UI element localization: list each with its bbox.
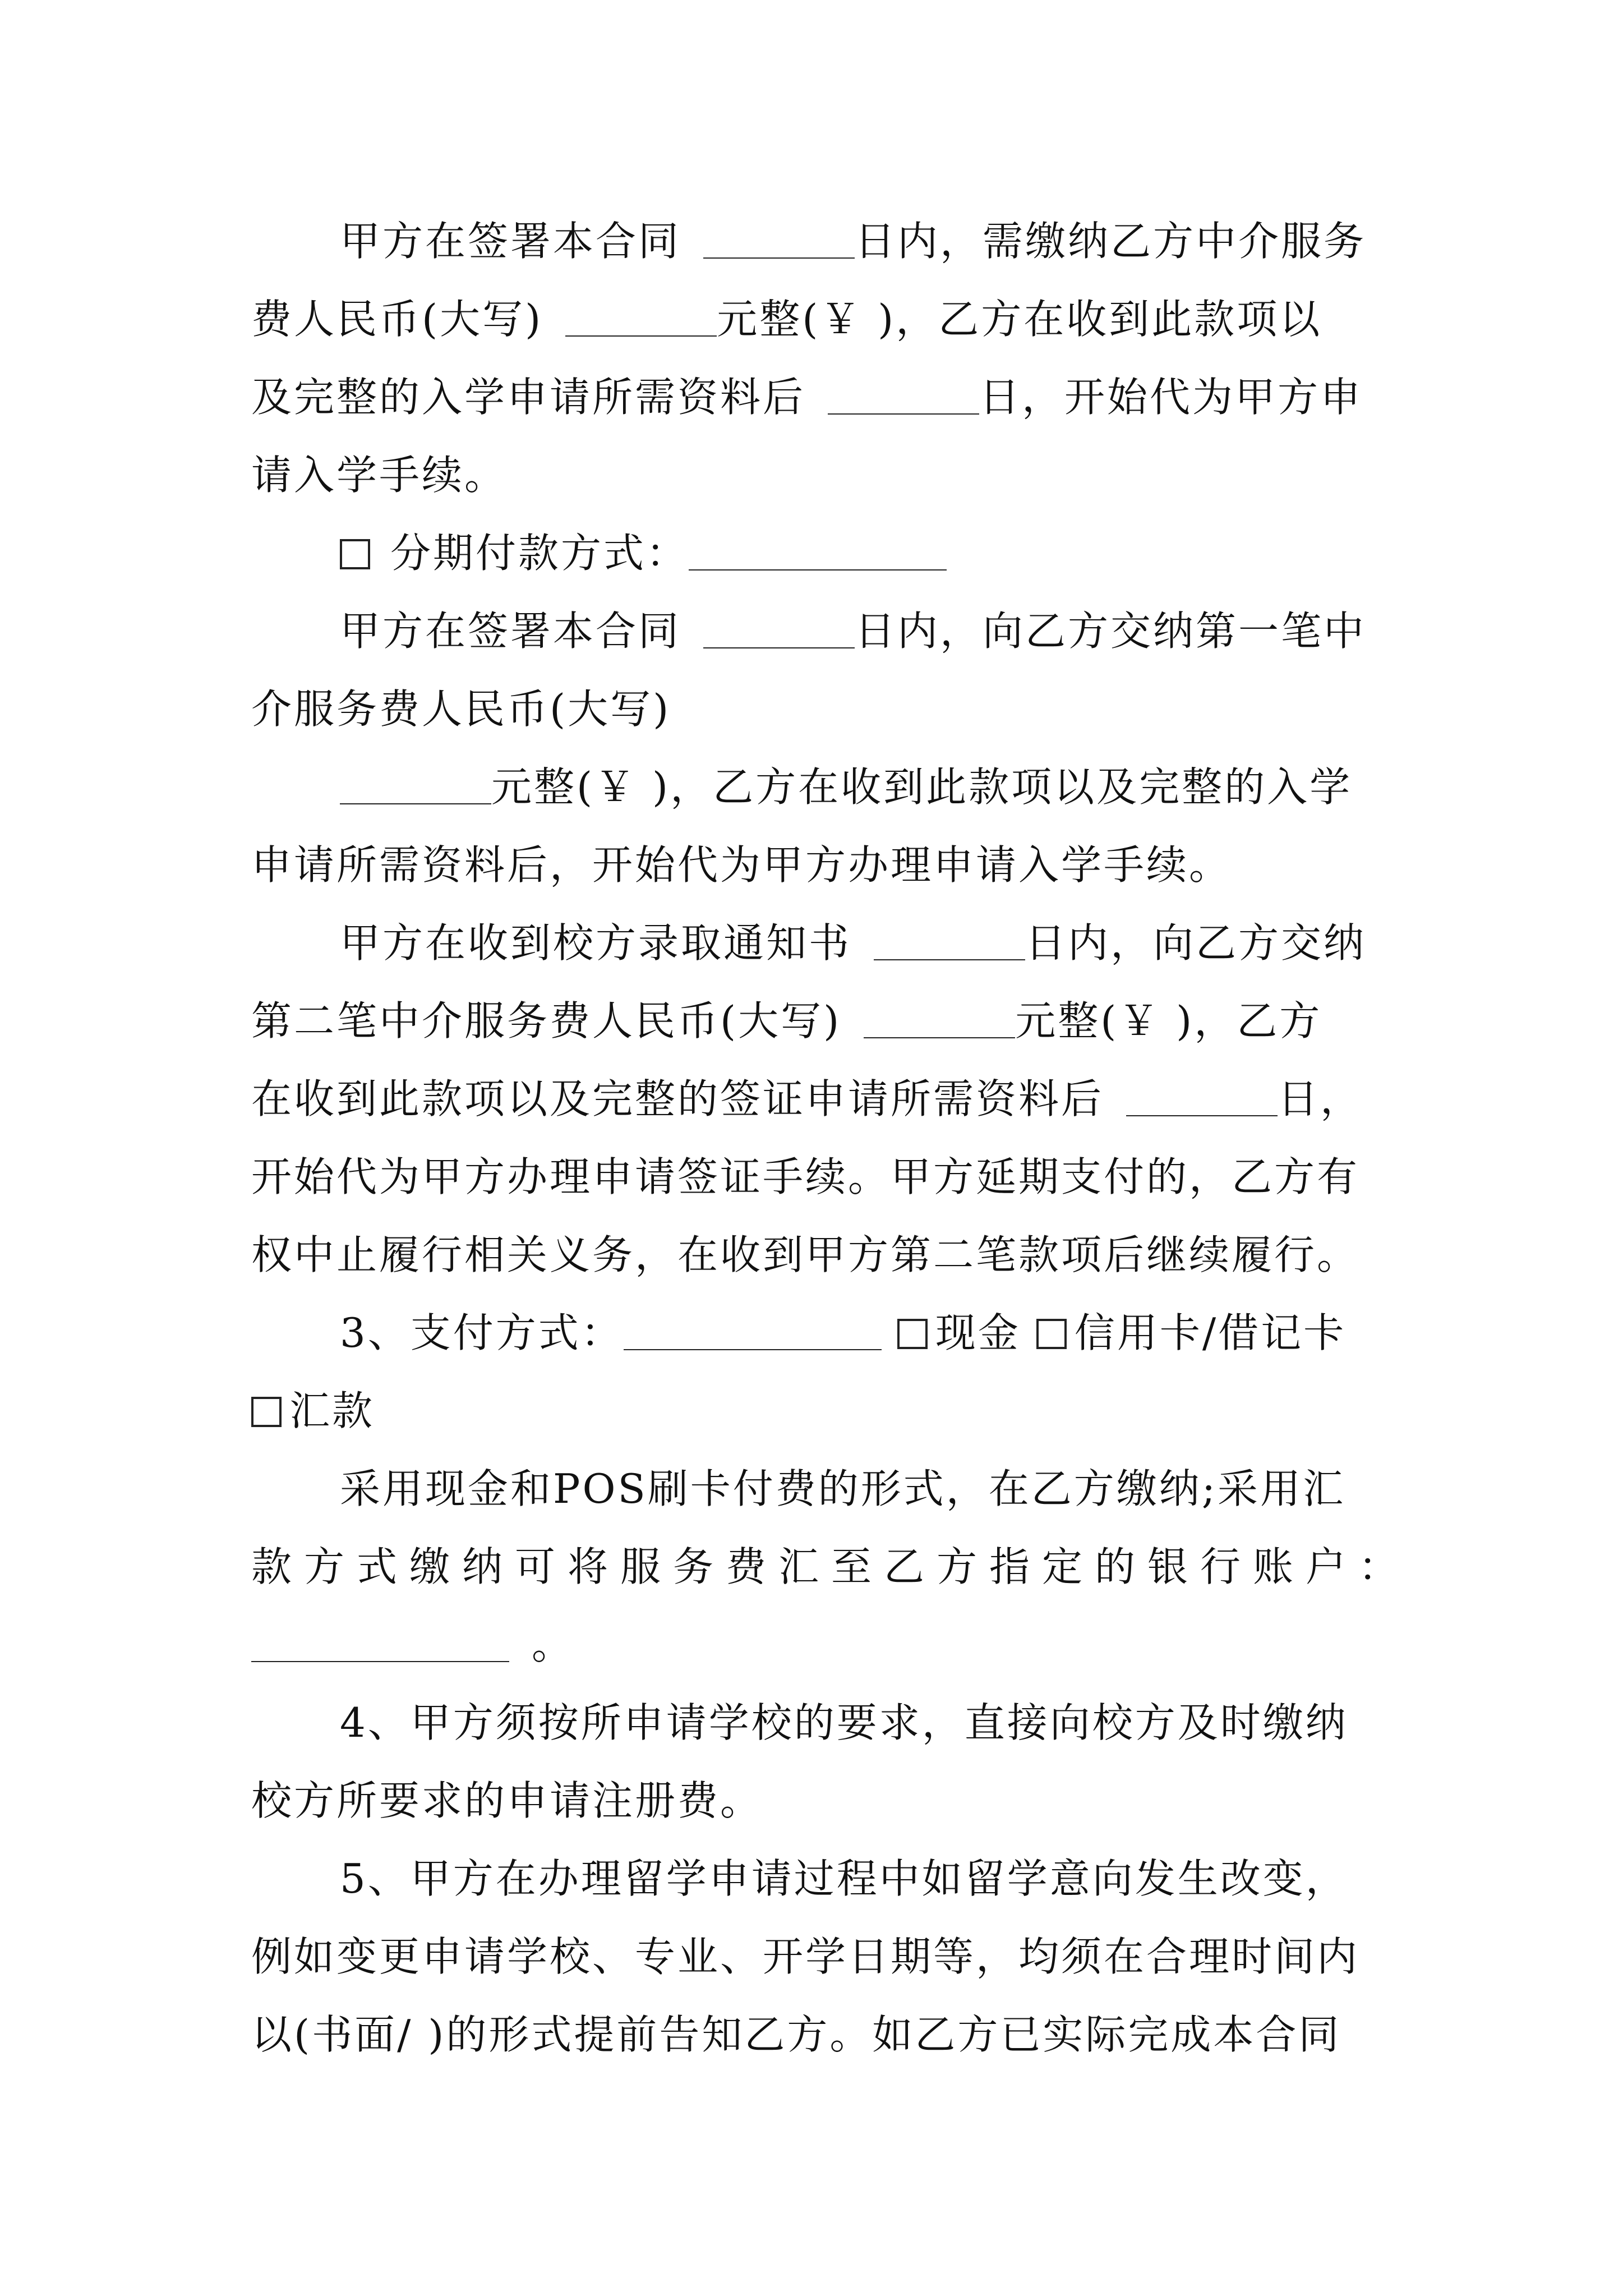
- p6-line-2: [251, 1929, 1401, 1985]
- p6-line-3: [251, 2007, 1401, 2063]
- text: 例如变更申请学校、专业、开学日期等，均须在合理时间内: [251, 1933, 1360, 1980]
- text: 3、支付方式：: [340, 1309, 624, 1356]
- text: 元整(￥ )，乙方在收到此款项以: [717, 296, 1322, 343]
- p5-line-2: [251, 1773, 1401, 1829]
- text: 元整(￥ )，乙方在收到此款项以及完整的入学: [491, 763, 1353, 811]
- p4-line-1: [340, 1461, 1401, 1517]
- p1-line-1: [340, 213, 1401, 269]
- text: 及完整的入学申请所需资料后: [251, 374, 806, 421]
- text: 开始代为甲方办理申请签证手续。甲方延期支付的，乙方有: [251, 1153, 1360, 1200]
- text: 5、甲方在办理留学申请过程中如留学意向发生改变，: [340, 1855, 1348, 1902]
- p6-line-1: [340, 1851, 1401, 1907]
- p1-line-3: [251, 369, 1401, 425]
- p1-line-2: [251, 291, 1401, 347]
- text: 介服务费人民币(大写): [251, 685, 671, 733]
- cash-label: 现金: [935, 1309, 1021, 1356]
- text: 申请所需资料后，开始代为甲方办理申请入学手续。: [251, 841, 1232, 889]
- text: 分期付款方式：: [390, 530, 689, 577]
- text: 校方所要求的申请注册费。: [251, 1777, 763, 1824]
- p2-line-2: [251, 681, 1401, 737]
- p2-line-1: [340, 603, 1401, 659]
- blank-field[interactable]: [340, 770, 491, 804]
- p3-line-5: [251, 1227, 1401, 1283]
- blank-field[interactable]: [624, 1315, 882, 1350]
- text: 请入学手续。: [251, 452, 508, 499]
- blank-field[interactable]: [1126, 1082, 1278, 1116]
- p5-line-1: [340, 1695, 1401, 1751]
- payment-line-2: [251, 1383, 1401, 1439]
- text: 日内，需缴纳乙方中介服务: [855, 218, 1367, 265]
- text: 采用现金和POS刷卡付费的形式，在乙方缴纳;采用汇: [340, 1465, 1346, 1512]
- text: 日内，向乙方交纳: [1025, 919, 1367, 967]
- bank-account-field[interactable]: [251, 1627, 509, 1662]
- card-label: 信用卡/借记卡: [1074, 1309, 1347, 1356]
- blank-field[interactable]: [703, 224, 855, 259]
- text: 日，: [1278, 1075, 1363, 1122]
- text: 甲方在签署本合同: [340, 218, 681, 265]
- p4-line-2: [251, 1539, 1401, 1595]
- blank-field[interactable]: [689, 536, 947, 570]
- p3-line-4: [251, 1149, 1401, 1205]
- blank-field[interactable]: [874, 926, 1025, 960]
- payment-line: [340, 1305, 1401, 1361]
- text: 元整(￥ )，乙方: [1015, 997, 1322, 1045]
- p3-line-2: [251, 993, 1401, 1049]
- text: 4、甲方须按所申请学校的要求，直接向校方及时缴纳: [340, 1699, 1348, 1746]
- p3-line-3: [251, 1071, 1401, 1127]
- cash-checkbox[interactable]: [897, 1319, 928, 1349]
- text: 在收到此款项以及完整的签证申请所需资料后: [251, 1075, 1104, 1122]
- remit-label: 汇款: [289, 1387, 375, 1434]
- installment-line: [340, 525, 1401, 581]
- text: 第二笔中介服务费人民币(大写): [251, 997, 842, 1045]
- p1-line-4: [251, 447, 1401, 503]
- text: 日，开始代为甲方申: [979, 374, 1363, 421]
- p3-line-1: [340, 915, 1401, 971]
- text: 甲方在签署本合同: [340, 608, 681, 655]
- p2-line-4: [251, 837, 1401, 893]
- p2-line-3: [340, 759, 1401, 815]
- text: 甲方在收到校方录取通知书: [340, 919, 852, 967]
- remit-checkbox[interactable]: [251, 1397, 282, 1427]
- blank-field[interactable]: [828, 380, 979, 415]
- text: 。: [532, 1621, 575, 1668]
- blank-field[interactable]: [864, 1004, 1015, 1038]
- installment-checkbox[interactable]: [340, 539, 370, 569]
- text: 费人民币(大写): [251, 296, 543, 343]
- p4-line-3: [251, 1617, 1401, 1673]
- blank-field[interactable]: [565, 302, 717, 337]
- text: 款方式缴纳可将服务费汇至乙方指定的银行账户：: [251, 1543, 1401, 1590]
- text: 权中止履行相关义务，在收到甲方第二笔款项后继续履行。: [251, 1231, 1360, 1278]
- text: 以(书面/ )的形式提前告知乙方。如乙方已实际完成本合同: [251, 2011, 1341, 2058]
- blank-field[interactable]: [703, 614, 855, 648]
- text: 日内，向乙方交纳第一笔中: [855, 608, 1367, 655]
- card-checkbox[interactable]: [1036, 1319, 1067, 1349]
